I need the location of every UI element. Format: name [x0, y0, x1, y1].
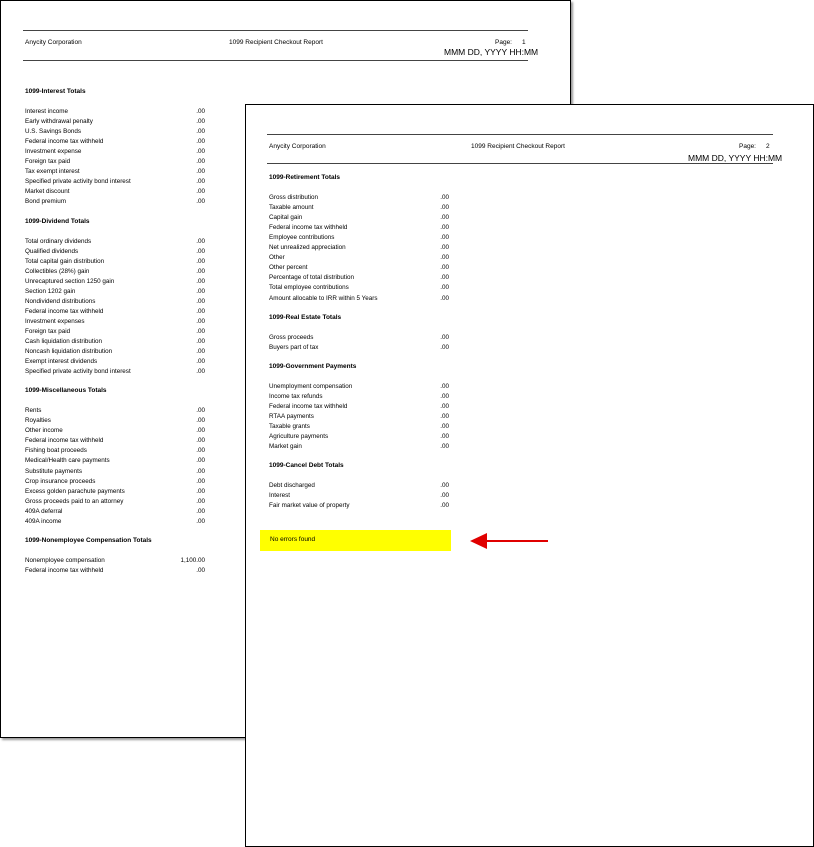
row-label: Other	[269, 254, 285, 262]
row-value: .00	[440, 234, 449, 242]
report-row	[25, 416, 205, 426]
section-title: 1099-Cancel Debt Totals	[269, 462, 344, 469]
row-label: Total ordinary dividends	[25, 237, 92, 245]
row-label: Rents	[25, 407, 42, 415]
row-value: .00	[440, 382, 449, 390]
row-label: Cash liquidation distribution	[25, 338, 103, 345]
section-title: 1099-Nonemployee Compensation Totals	[25, 536, 152, 544]
row-value: .00	[196, 277, 205, 285]
report-row	[25, 456, 205, 466]
row-label: 409A income	[25, 517, 62, 525]
row-value: .00	[196, 437, 205, 445]
row-value: .00	[440, 254, 449, 262]
row-value: .00	[440, 412, 449, 420]
row-label: Federal income tax withheld	[269, 402, 348, 410]
row-label: Total employee contributions	[269, 284, 349, 292]
report-row	[269, 233, 449, 243]
report-row	[25, 477, 205, 487]
row-value: .00	[196, 237, 205, 245]
report-row	[25, 556, 205, 566]
row-label: Fishing boat proceeds	[25, 447, 87, 455]
row-value: .00	[196, 487, 205, 495]
row-label: Federal income tax withheld	[269, 224, 348, 232]
row-value: .00	[440, 204, 449, 212]
row-label: Fair market value of property	[269, 502, 350, 510]
section-title: 1099-Miscellaneous Totals	[25, 387, 107, 395]
row-value: .00	[196, 257, 205, 265]
row-label: Nondividend distributions	[25, 297, 96, 305]
report-row	[269, 203, 449, 213]
row-value: .00	[196, 128, 205, 136]
row-value: .00	[196, 517, 205, 525]
row-value: .00	[196, 108, 205, 115]
report-row	[269, 491, 449, 501]
row-label: Collectibles (28%) gain	[25, 267, 90, 275]
row-label: Investment expense	[25, 148, 82, 156]
row-label: Qualified dividends	[25, 247, 79, 255]
row-value: .00	[440, 502, 449, 510]
row-value: .00	[440, 442, 449, 450]
row-value: .00	[196, 358, 205, 366]
row-value: .00	[196, 158, 205, 166]
row-value: .00	[196, 168, 205, 176]
report-row	[269, 412, 449, 422]
report-row	[269, 432, 449, 442]
row-value: .00	[196, 457, 205, 465]
row-value: .00	[196, 407, 205, 415]
report-row	[269, 442, 449, 452]
red-arrow-icon	[470, 530, 550, 552]
report-title: 1099 Recipient Checkout Report	[229, 39, 323, 46]
row-value: .00	[196, 417, 205, 425]
report-row	[25, 287, 205, 297]
report-row	[269, 501, 449, 511]
row-label: Gross proceeds	[269, 333, 314, 341]
section-title: 1099-Government Payments	[269, 362, 357, 370]
page-number: 1	[522, 39, 526, 46]
row-label: RTAA payments	[269, 412, 314, 420]
row-value: .00	[196, 338, 205, 345]
section-title: 1099-Interest Totals	[25, 88, 86, 95]
report-row	[25, 347, 205, 357]
report-row	[269, 253, 449, 263]
report-row	[25, 117, 205, 127]
header-rule-top	[267, 134, 773, 135]
row-value: .00	[440, 264, 449, 272]
row-label: Noncash liquidation distribution	[25, 348, 113, 356]
row-label: Amount allocable to IRR within 5 Years	[269, 294, 378, 302]
row-value: .00	[196, 427, 205, 435]
page-number: 2	[766, 143, 770, 150]
report-row	[269, 481, 449, 491]
report-row	[25, 487, 205, 497]
row-label: Investment expenses	[25, 317, 85, 325]
row-label: Tax exempt interest	[25, 168, 80, 176]
row-value: .00	[196, 566, 205, 574]
report-row	[25, 307, 205, 317]
report-row	[25, 467, 205, 477]
report-row	[269, 402, 449, 412]
report-datetime: MMM DD, YYYY HH:MM	[688, 153, 783, 163]
report-row	[25, 137, 205, 147]
page-label: Page:	[739, 143, 756, 150]
row-label: Nonemployee compensation	[25, 556, 105, 564]
report-row	[25, 277, 205, 287]
row-label: Medical/Health care payments	[25, 457, 110, 465]
report-row	[269, 392, 449, 402]
report-row	[269, 263, 449, 273]
row-label: Early withdrawal penalty	[25, 118, 93, 126]
header-rule-bottom	[267, 163, 773, 164]
report-row	[25, 566, 205, 576]
row-value: .00	[440, 333, 449, 341]
row-label: Debt discharged	[269, 482, 315, 489]
report-row	[269, 273, 449, 283]
report-row	[269, 422, 449, 432]
row-label: Specified private activity bond interest	[25, 178, 131, 186]
row-value: .00	[440, 392, 449, 400]
header-rule-bottom	[23, 60, 528, 61]
row-label: Interest income	[25, 108, 69, 115]
row-label: Section 1202 gain	[25, 287, 76, 295]
row-value: .00	[196, 198, 205, 206]
row-value: .00	[196, 327, 205, 335]
row-label: Other percent	[269, 264, 308, 272]
row-label: Substitute payments	[25, 467, 83, 475]
report-row	[269, 243, 449, 253]
row-value: .00	[440, 402, 449, 410]
report-row	[269, 343, 449, 353]
report-row	[25, 507, 205, 517]
row-label: Federal income tax withheld	[25, 566, 104, 574]
row-value: .00	[196, 287, 205, 295]
report-row	[25, 147, 205, 157]
report-row	[25, 446, 205, 456]
row-label: Taxable grants	[269, 422, 310, 430]
report-row	[25, 237, 205, 247]
row-label: Other income	[25, 427, 63, 435]
row-label: Unrecaptured section 1250 gain	[25, 277, 115, 285]
report-row	[25, 167, 205, 177]
header-rule-top	[23, 30, 528, 31]
row-value: .00	[440, 224, 449, 232]
status-highlight	[260, 530, 451, 551]
report-row	[25, 517, 205, 527]
row-value: .00	[440, 422, 449, 430]
row-label: Foreign tax paid	[25, 158, 71, 166]
report-row	[25, 267, 205, 277]
row-label: Bond premium	[25, 198, 66, 206]
row-value: .00	[440, 432, 449, 440]
page-label: Page:	[495, 39, 512, 46]
report-row	[25, 337, 205, 347]
row-label: Taxable amount	[269, 204, 314, 212]
row-value: .00	[196, 138, 205, 146]
row-label: U.S. Savings Bonds	[25, 128, 82, 136]
row-label: Employee contributions	[269, 234, 335, 242]
report-row	[269, 382, 449, 392]
report-row	[25, 127, 205, 137]
report-row	[25, 107, 205, 117]
row-value: .00	[440, 343, 449, 351]
section-title: 1099-Real Estate Totals	[269, 313, 342, 321]
report-row	[269, 213, 449, 223]
report-row	[25, 406, 205, 416]
row-value: .00	[440, 214, 449, 222]
row-label: Capital gain	[269, 214, 303, 222]
row-value: .00	[196, 267, 205, 275]
row-label: Crop insurance proceeds	[25, 477, 96, 485]
report-page-2	[245, 104, 814, 847]
row-value: .00	[440, 194, 449, 201]
row-value: .00	[440, 482, 449, 489]
report-row	[25, 357, 205, 367]
row-label: Unemployment compensation	[269, 382, 353, 390]
section-title: 1099-Dividend Totals	[25, 217, 90, 225]
row-label: Market gain	[269, 442, 302, 450]
row-label: Buyers part of tax	[269, 343, 319, 351]
status-message: No errors found	[270, 536, 316, 543]
row-value: .00	[196, 178, 205, 186]
row-value: .00	[440, 284, 449, 292]
row-value: .00	[196, 368, 205, 376]
report-row	[269, 223, 449, 233]
row-value: .00	[196, 507, 205, 515]
report-row	[25, 317, 205, 327]
row-label: Federal income tax withheld	[25, 437, 104, 445]
row-value: .00	[440, 274, 449, 282]
row-label: 409A deferral	[25, 507, 63, 515]
report-row	[269, 193, 449, 203]
report-row	[25, 497, 205, 507]
row-value: .00	[196, 148, 205, 156]
row-value: .00	[196, 188, 205, 196]
report-row	[25, 247, 205, 257]
company-name: Anycity Corporation	[25, 39, 82, 46]
row-value: 1,100.00	[180, 556, 205, 564]
report-row	[25, 157, 205, 167]
report-datetime: MMM DD, YYYY HH:MM	[444, 47, 539, 57]
row-label: Interest	[269, 492, 290, 500]
report-row	[25, 436, 205, 446]
row-value: .00	[440, 294, 449, 302]
row-label: Income tax refunds	[269, 392, 323, 400]
row-label: Agriculture payments	[269, 432, 329, 440]
section-title: 1099-Retirement Totals	[269, 174, 341, 181]
report-row	[25, 297, 205, 307]
row-label: Total capital gain distribution	[25, 257, 105, 265]
row-label: Exempt interest dividends	[25, 358, 98, 366]
row-value: .00	[196, 447, 205, 455]
row-value: .00	[196, 307, 205, 315]
row-value: .00	[196, 297, 205, 305]
row-value: .00	[196, 467, 205, 475]
row-label: Excess golden parachute payments	[25, 487, 125, 495]
row-label: Federal income tax withheld	[25, 307, 104, 315]
row-value: .00	[196, 497, 205, 505]
row-value: .00	[196, 247, 205, 255]
row-value: .00	[196, 348, 205, 356]
report-row	[25, 367, 205, 377]
row-label: Federal income tax withheld	[25, 138, 104, 146]
row-value: .00	[196, 317, 205, 325]
row-label: Market discount	[25, 188, 70, 196]
row-label: Specified private activity bond interest	[25, 368, 131, 376]
row-label: Gross distribution	[269, 194, 318, 201]
report-row	[25, 426, 205, 436]
row-value: .00	[440, 244, 449, 252]
report-row	[25, 187, 205, 197]
row-label: Royalties	[25, 417, 51, 425]
report-row	[25, 327, 205, 337]
report-row	[25, 197, 205, 207]
row-label: Foreign tax paid	[25, 327, 71, 335]
row-label: Gross proceeds paid to an attorney	[25, 497, 124, 505]
report-row	[269, 283, 449, 293]
company-name: Anycity Corporation	[269, 143, 326, 150]
row-value: .00	[196, 477, 205, 485]
report-title: 1099 Recipient Checkout Report	[471, 143, 565, 150]
row-label: Net unrealized appreciation	[269, 244, 346, 252]
row-value: .00	[440, 492, 449, 500]
row-value: .00	[196, 118, 205, 126]
report-row	[269, 294, 449, 304]
report-row	[25, 177, 205, 187]
row-label: Percentage of total distribution	[269, 274, 355, 282]
report-row	[25, 257, 205, 267]
report-row	[269, 333, 449, 343]
